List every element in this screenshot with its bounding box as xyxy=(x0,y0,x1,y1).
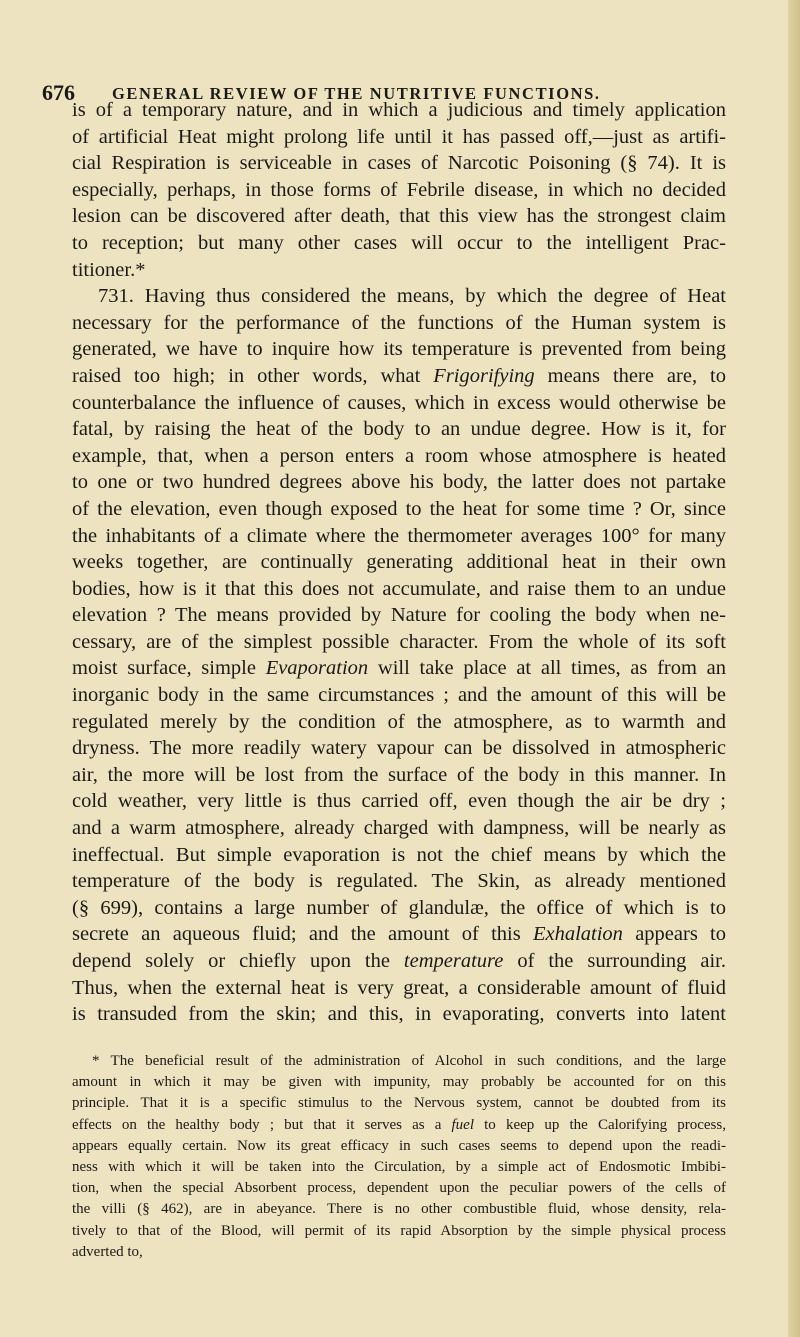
text-segment: tively to that of the Blood, will permit of its rapid Absorption by the simple physical process xyxy=(72,1222,726,1239)
text-segment: adverted to, xyxy=(72,1243,143,1260)
footnote-line xyxy=(72,1093,726,1114)
text-segment: weeks together, are continually generating additional heat in their own xyxy=(72,551,726,574)
text-line xyxy=(72,576,726,603)
text-line xyxy=(72,762,726,789)
text-segment: cial Respiration is serviceable in cases of Narcotic Poisoning (§ 74). It is xyxy=(72,152,726,175)
page-edge-shadow xyxy=(788,0,800,1337)
text-line xyxy=(72,948,726,975)
text-segment: necessary for the performance of the functions of the Human system is xyxy=(72,311,726,334)
text-segment: moist surface, simple xyxy=(72,657,266,680)
text-segment: and a warm atmosphere, already charged with dampness, will be nearly as xyxy=(72,817,726,840)
text-segment: cold weather, very little is thus carried off, even though the air be dry ; xyxy=(72,790,726,813)
text-segment: to one or two hundred degrees above his body, the latter does not partake xyxy=(72,471,726,494)
text-line xyxy=(72,602,726,629)
text-line xyxy=(72,921,726,948)
text-segment: is of a temporary nature, and in which a judicious and timely application xyxy=(72,99,726,121)
text-segment: temperature of the body is regulated. The Skin, as already mentioned xyxy=(72,870,726,893)
text-line xyxy=(72,1001,726,1028)
text-line xyxy=(72,815,726,842)
text-segment: appears equally certain. Now its great efficacy in such cases seems to depend upon the readi- xyxy=(72,1137,726,1154)
text-segment: ness with which it will be taken into the Circulation, by a simple act of Endosmotic Imbibi- xyxy=(72,1158,726,1175)
text-line xyxy=(72,363,726,390)
text-line xyxy=(72,150,726,177)
text-segment: air, the more will be lost from the surface of the body in this manner. In xyxy=(72,763,726,786)
footnote-line xyxy=(72,1051,726,1072)
text-segment: ineffectual. But simple evaporation is not the chief means by which the xyxy=(72,843,726,866)
text-segment: to reception; but many other cases will occur to the intelligent Prac- xyxy=(72,231,726,254)
text-line xyxy=(72,469,726,496)
footnote xyxy=(72,1051,726,1263)
italic-text: Frigorifying xyxy=(433,364,535,387)
text-segment: will take place at all times, as from an xyxy=(368,657,727,680)
text-line xyxy=(72,97,726,124)
text-segment: elevation ? The means provided by Nature for cooling the body when ne- xyxy=(72,604,726,627)
text-segment: secrete an aqueous fluid; and the amount of this xyxy=(72,923,533,946)
running-title: GENERAL REVIEW OF THE NUTRITIVE FUNCTIONS. xyxy=(112,84,601,103)
italic-text: Evaporation xyxy=(265,657,369,680)
text-segment: of artificial Heat might prolong life until it has passed off,—just as artifi- xyxy=(72,125,726,148)
text-line xyxy=(72,177,726,204)
text-segment: effects on the healthy body ; but that it serves as a xyxy=(72,1116,452,1133)
text-segment: bodies, how is it that this does not accumulate, and raise them to an undue xyxy=(72,577,726,600)
text-segment: cessary, are of the simplest possible character. From the whole of its soft xyxy=(72,630,726,653)
text-line xyxy=(72,629,726,656)
text-line xyxy=(72,523,726,550)
text-segment: appears to xyxy=(622,923,726,946)
text-line xyxy=(72,257,726,284)
italic-text: temperature xyxy=(403,950,504,972)
text-segment: especially, perhaps, in those forms of Febrile disease, in which no decided xyxy=(72,178,726,201)
text-line xyxy=(72,735,726,762)
italic-text: fuel xyxy=(451,1116,475,1133)
text-segment: generated, we have to inquire how its temperature is prevented from being xyxy=(72,338,726,361)
text-segment: 731. Having thus considered the means, by which the degree of Heat xyxy=(98,285,726,308)
text-segment: depend solely or chiefly upon the xyxy=(72,950,404,972)
text-segment: raised too high; in other words, what xyxy=(72,364,434,387)
footnote-line xyxy=(72,1199,726,1220)
footnote-line xyxy=(72,1072,726,1093)
text-line xyxy=(72,842,726,869)
text-line xyxy=(72,655,726,682)
text-line xyxy=(72,390,726,417)
text-segment: to keep up the Calorifying process, xyxy=(474,1116,726,1133)
text-segment: amount in which it may be given with impunity, may probably be accounted for on this xyxy=(72,1074,726,1091)
text-segment: * The beneficial result of the administration of Alcohol in such conditions, and the large xyxy=(92,1053,726,1069)
text-line xyxy=(72,283,726,310)
text-segment: fatal, by raising the heat of the body to an undue degree. How is it, for xyxy=(72,418,726,441)
text-line xyxy=(72,975,726,1002)
text-line xyxy=(72,203,726,230)
footnote-line xyxy=(72,1221,726,1242)
text-line xyxy=(72,682,726,709)
text-line xyxy=(72,310,726,337)
text-segment: example, that, when a person enters a room whose atmosphere is heated xyxy=(72,444,726,467)
text-line xyxy=(72,496,726,523)
text-segment: Thus, when the external heat is very great, a considerable amount of fluid xyxy=(72,976,726,999)
text-segment: the inhabitants of a climate where the thermometer averages 100° for many xyxy=(72,524,726,547)
footnote-line xyxy=(72,1157,726,1178)
page-number: 676 xyxy=(42,80,75,105)
text-segment: regulated merely by the condition of the atmosphere, as to warmth and xyxy=(72,710,726,733)
text-line xyxy=(72,709,726,736)
footnote-line xyxy=(72,1178,726,1199)
text-segment: the villi (§ 462), are in abeyance. There is no other combustible fluid, whose density, rela- xyxy=(72,1201,726,1218)
footnote-line xyxy=(72,1115,726,1136)
text-line xyxy=(72,230,726,257)
text-segment: counterbalance the influence of causes, which in excess would otherwise be xyxy=(72,391,726,414)
text-segment: means there are, to xyxy=(534,364,727,387)
text-segment: of the elevation, even though exposed to the heat for some time ? Or, since xyxy=(72,497,726,520)
text-segment: tion, when the special Absorbent process, dependent upon the peculiar powers of the cells of xyxy=(72,1180,726,1197)
footnote-line xyxy=(72,1242,726,1263)
text-line xyxy=(72,416,726,443)
text-line xyxy=(72,868,726,895)
text-line xyxy=(72,443,726,470)
text-line xyxy=(72,895,726,922)
text-segment: (§ 699), contains a large number of glandulæ, the office of which is to xyxy=(72,896,726,919)
text-segment: of the surrounding air. xyxy=(503,950,726,972)
text-segment: principle. That it is a specific stimulus to the Nervous system, cannot be doubted from its xyxy=(72,1095,726,1112)
text-line xyxy=(72,336,726,363)
text-line xyxy=(72,549,726,576)
text-segment: inorganic body in the same circumstances ; and the amount of this will be xyxy=(72,684,726,707)
text-segment: titioner.* xyxy=(72,258,146,281)
text-segment: lesion can be discovered after death, that this view has the strongest claim xyxy=(72,205,726,228)
text-line xyxy=(72,124,726,151)
footnote-line xyxy=(72,1136,726,1157)
italic-text: Exhalation xyxy=(532,923,623,946)
body-text xyxy=(72,97,726,1028)
text-line xyxy=(72,788,726,815)
text-segment: dryness. The more readily watery vapour can be dissolved in atmospheric xyxy=(72,737,726,760)
text-segment: is transuded from the skin; and this, in evaporating, converts into latent xyxy=(72,1003,726,1026)
